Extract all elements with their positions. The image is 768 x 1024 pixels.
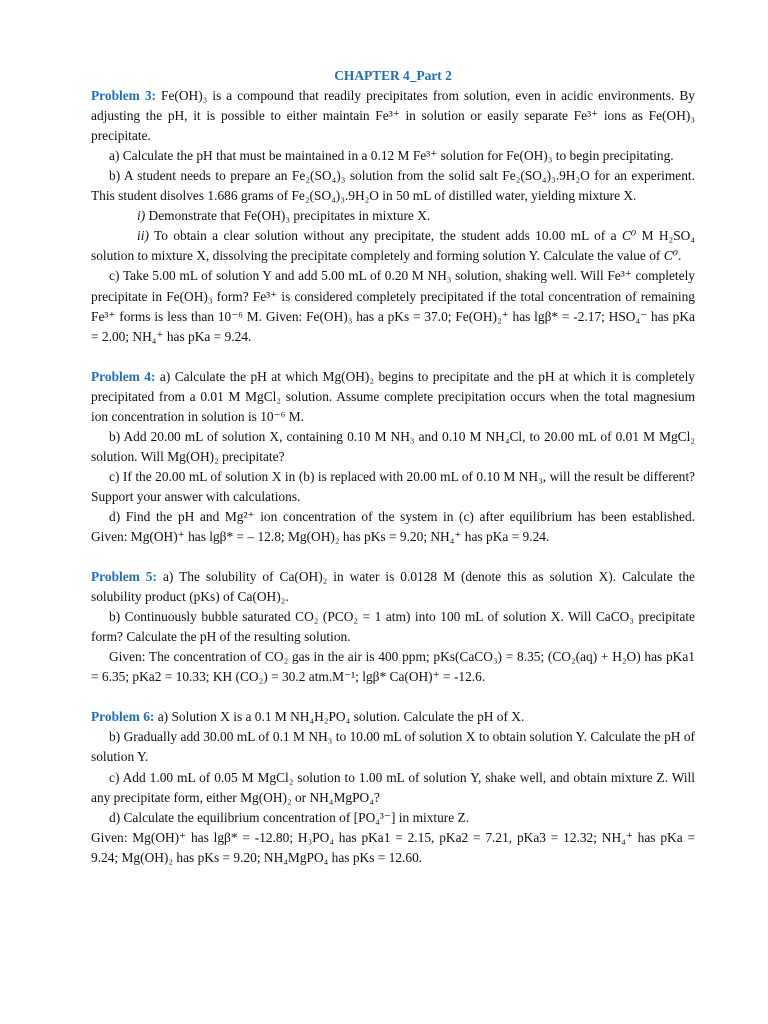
problem-3-label: Problem 3: xyxy=(91,88,157,104)
problem-3-intro xyxy=(91,86,695,146)
problem-5 xyxy=(91,567,695,687)
problem-4-part-a: a) Calculate the pH at which Mg(OH)₂ begins to precipitate and the pH at which it is completely precipitated from a 0.01 M MgCl₂ solution. Assume complete precipitation occurs when the total magnesium ion concentration in solution is 10⁻⁶ M. xyxy=(91,368,695,424)
problem-3-intro-text: Fe(OH)₃ is a compound that readily precipitates from solution, even in acidic environments. By adjusting the pH, it is possible to either maintain Fe³⁺ in solution or easily separate Fe³⁺ ions as Fe(OH)₃ precipitate. xyxy=(91,88,695,144)
problem-3-part-b: b) A student needs to prepare an Fe₂(SO₄)₃ solution from the solid salt Fe₂(SO₄)₃.9H₂O for an experiment. This student disolves 1.686 grams of Fe₂(SO₄)₃.9H₂O in 50 mL of distilled water, yielding mixture X. xyxy=(91,168,695,204)
problem-3-b-i-text: Demonstrate that Fe(OH)₃ precipitates in mixture X. xyxy=(145,208,431,224)
problem-6-part-b: b) Gradually add 30.00 mL of 0.1 M NH₃ to 10.00 mL of solution X to obtain solution Y. Calculate the pH of solution Y. xyxy=(91,729,695,765)
problem-3-b-ii-text-a: To obtain a clear solution without any precipitate, the student adds 10.00 mL of a xyxy=(148,228,622,244)
problem-3-b-ii-text-b: M H₂SO₄ solution to mixture X, dissolving the precipitate completely and forming solution Y. Calculate the value of xyxy=(91,228,695,264)
chapter-title: CHAPTER 4_Part 2 xyxy=(334,68,452,83)
problem-5-part-a-line xyxy=(91,567,695,607)
problem-4-label: Problem 4: xyxy=(91,368,156,384)
problem-3-b-ii-var2: C⁰ xyxy=(663,248,679,264)
problem-4-part-d: d) Find the pH and Mg²⁺ ion concentration of the system in (c) after equilibrium has been established. Given: Mg(OH)⁺ has lgβ* = – 12.8; Mg(OH)₂ has pKs = 9.20; NH₄⁺ has pKa = 9.24. xyxy=(91,508,695,545)
problem-6-part-d: d) Calculate the equilibrium concentration of [PO₄³⁻] in mixture Z. xyxy=(109,809,470,825)
problem-3 xyxy=(91,86,695,347)
problem-6 xyxy=(91,707,695,867)
problem-6-part-a: a) Solution X is a 0.1 M NH₄H₂PO₄ solution. Calculate the pH of X. xyxy=(157,709,525,725)
problem-5-label: Problem 5: xyxy=(91,569,157,585)
problem-3-b-ii-num: ii) xyxy=(137,228,149,244)
problem-4-part-b: b) Add 20.00 mL of solution X, containing 0.10 M NH₃ and 0.10 M NH₄Cl, to 20.00 mL of 0.01 M MgCl₂ solution. Will Mg(OH)₂ precipitate? xyxy=(91,428,695,464)
problem-6-part-c: c) Add 1.00 mL of 0.05 M MgCl₂ solution to 1.00 mL of solution Y, shake well, and obtain mixture Z. Will any precipitate form, either Mg(OH)₂ or NH₄MgPO₄? xyxy=(91,769,695,805)
problem-6-given: Given: Mg(OH)⁺ has lgβ* = -12.80; H₃PO₄ has pKa1 = 2.15, pKa2 = 7.21, pKa3 = 12.32; NH₄⁺ has pKa = 9.24; Mg(OH)₂ has pKs = 9.20; NH₄MgPO₄ has pKs = 12.60. xyxy=(91,829,695,865)
problem-3-part-b-i xyxy=(91,206,695,226)
problem-5-part-a: a) The solubility of Ca(OH)₂ in water is 0.0128 M (denote this as solution X). Calculate the solubility product (pKs) of Ca(OH)₂. xyxy=(91,569,695,605)
problem-3-part-a: a) Calculate the pH that must be maintained in a 0.12 M Fe³⁺ solution for Fe(OH)₃ to begin precipitating. xyxy=(109,148,674,164)
problem-4 xyxy=(91,367,695,547)
problem-6-part-a-line xyxy=(91,707,695,727)
problem-5-given: Given: The concentration of CO₂ gas in the air is 400 ppm; pKs(CaCO₃) = 8.35; (CO₂(aq) + H₂O) has pKa1 = 6.35; pKa2 = 10.33; KH (CO₂) = 30.2 atm.M⁻¹; lgβ* Ca(OH)⁺ = -12.6. xyxy=(91,649,695,685)
document-body xyxy=(91,66,695,868)
problem-3-part-c: c) Take 5.00 mL of solution Y and add 5.00 mL of 0.20 M NH₃ solution, shaking well. Will Fe³⁺ completely precipitate in Fe(OH)₃ form? Fe³⁺ is considered completely precipitated if the total concentration of remaining Fe³⁺ forms is less than 10⁻⁶ M. Given: Fe(OH)₃ has a pKs = 37.0; Fe(OH)₂⁺ has lgβ* = -2.17; HSO₄⁻ has pKa = 2.00; NH₄⁺ has pKa = 9.24. xyxy=(91,268,695,344)
problem-6-label: Problem 6: xyxy=(91,709,155,725)
problem-3-part-b-ii xyxy=(91,226,695,266)
problem-3-b-ii-var: C⁰ xyxy=(621,228,637,244)
problem-3-b-ii-text-c: . xyxy=(678,248,682,264)
problem-5-part-b: b) Continuously bubble saturated CO₂ (PCO₂ = 1 atm) into 100 mL of solution X. Will CaCO₃ precipitate form? Calculate the pH of the resulting solution. xyxy=(91,609,695,645)
problem-4-part-a-line xyxy=(91,367,695,427)
problem-3-b-i-num: i) xyxy=(137,208,146,224)
problem-4-part-c: c) If the 20.00 mL of solution X in (b) is replaced with 20.00 mL of 0.10 M NH₃, will the result be different? Support your answer with calculations. xyxy=(91,468,695,504)
